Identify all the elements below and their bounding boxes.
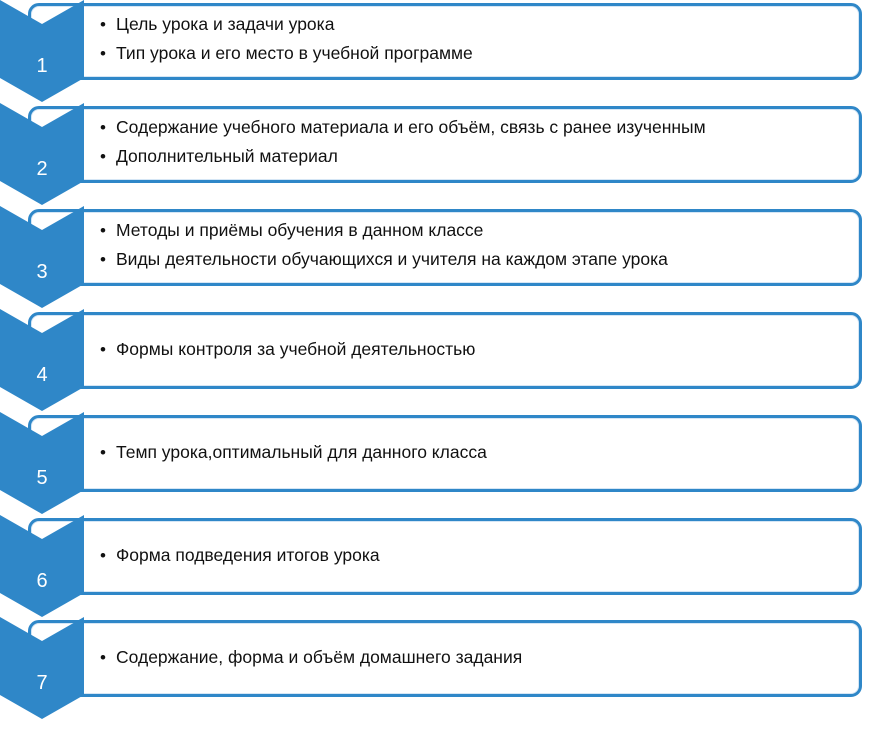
step-2-items: [100, 113, 706, 171]
step-5-chevron: [0, 412, 84, 514]
step-1-item-1: • Цель урока и задачи урока: [100, 10, 473, 39]
step-4-chevron: [0, 309, 84, 411]
step-7-number: 7: [36, 672, 48, 694]
step-7: [0, 617, 871, 719]
step-1-number: 1: [36, 55, 48, 77]
step-6: [0, 515, 871, 617]
step-1: [0, 0, 871, 102]
step-5-number: 5: [36, 467, 48, 489]
step-7-item-1: • Содержание, форма и объём домашнего задания: [100, 643, 522, 672]
step-2-item-1: • Содержание учебного материала и его объём, связь с ранее изученным: [100, 113, 706, 142]
step-4-items: [100, 335, 475, 364]
step-2-item-2: • Дополнительный материал: [100, 142, 706, 171]
step-1-chevron: [0, 0, 84, 102]
step-1-items: [100, 10, 473, 68]
step-5: [0, 412, 871, 514]
step-4: [0, 309, 871, 411]
step-3-item-2: • Виды деятельности обучающихся и учителя на каждом этапе урока: [100, 245, 668, 274]
step-4-number: 4: [36, 364, 48, 386]
step-5-item-1: • Темп урока,оптимальный для данного класса: [100, 438, 487, 467]
step-3-chevron: [0, 206, 84, 308]
step-6-item-1: • Форма подведения итогов урока: [100, 541, 380, 570]
step-1-item-2: • Тип урока и его место в учебной программе: [100, 39, 473, 68]
step-3: [0, 206, 871, 308]
step-3-number: 3: [36, 261, 48, 283]
step-6-items: [100, 541, 380, 570]
step-5-items: [100, 438, 487, 467]
step-7-chevron: [0, 617, 84, 719]
step-2: [0, 103, 871, 205]
step-2-number: 2: [36, 158, 48, 180]
step-6-chevron: [0, 515, 84, 617]
step-7-items: [100, 643, 522, 672]
step-3-item-1: • Методы и приёмы обучения в данном классе: [100, 216, 668, 245]
step-2-chevron: [0, 103, 84, 205]
step-6-number: 6: [36, 570, 48, 592]
step-3-items: [100, 216, 668, 274]
step-4-item-1: • Формы контроля за учебной деятельностью: [100, 335, 475, 364]
